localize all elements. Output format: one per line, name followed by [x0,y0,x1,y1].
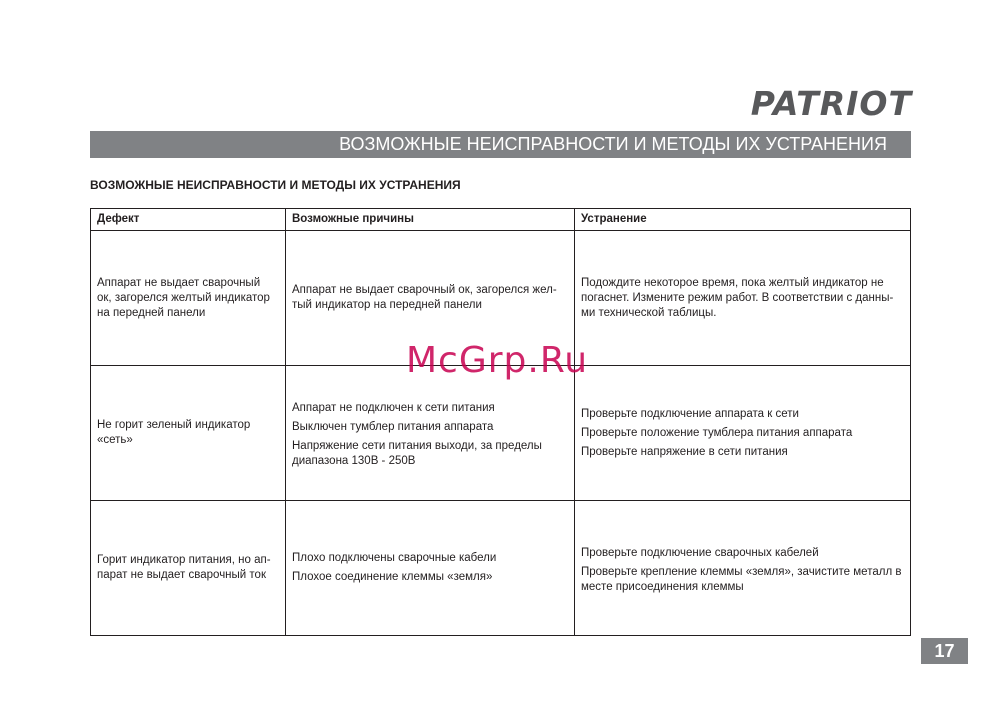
defect-text: Аппарат не выдает сварочный [97,276,261,289]
cause-text: тый индикатор на передней панели [292,299,482,311]
banner-title: ВОЗМОЖНЫЕ НЕИСПРАВНОСТИ И МЕТОДЫ ИХ УСТРАНЕНИЯ [339,134,887,154]
defect-text: Горит индикатор питания, но ап- [97,554,271,566]
defect-text: парат не выдает сварочный ток [97,569,266,581]
remedy-text: Проверьте положение тумблера питания аппарата [581,426,853,439]
causes-cell [286,366,575,501]
header-causes: Возможные причины [286,209,575,231]
remedy-text: ми технической таблицы. [581,306,717,319]
cause-text: Аппарат не подключен к сети питания [292,402,495,414]
cause-text: Выключен тумблер питания аппарата [292,421,494,433]
watermark: McGrp.Ru [406,340,589,381]
troubleshooting-table [90,208,911,636]
cause-text: Напряжение сети питания выходи, за пределы [292,440,542,452]
remedy-cell [575,231,911,366]
defect-cell [91,501,286,636]
page-number: 17 [921,638,968,664]
header-banner [90,131,911,158]
header-defect: Дефект [91,209,286,231]
remedy-text: Подождите некоторое время, пока желтый индикатор не [581,276,884,289]
defect-cell [91,366,286,501]
section-title: ВОЗМОЖНЫЕ НЕИСПРАВНОСТИ И МЕТОДЫ ИХ УСТРАНЕНИЯ [90,178,461,192]
table-row [91,501,911,636]
cause-text: Аппарат не выдает сварочный ок, загорелся жел- [292,284,557,296]
table-row [91,366,911,501]
header-remedy: Устранение [575,209,911,231]
remedy-cell [575,366,911,501]
remedy-text: Проверьте крепление клеммы «земля», зачистите металл в [581,565,902,578]
table-header-row [91,209,911,231]
defect-text: на передней панели [97,306,206,319]
remedy-cell [575,501,911,636]
defect-cell [91,231,286,366]
defect-text: «сеть» [97,434,133,446]
cause-text: Плохо подключены сварочные кабели [292,552,497,564]
defect-text: Не горит зеленый индикатор [97,419,251,431]
remedy-text: погаснет. Измените режим работ. В соответствии с данны- [581,291,894,304]
remedy-text: Проверьте подключение сварочных кабелей [581,546,819,559]
causes-cell [286,501,575,636]
remedy-text: Проверьте напряжение в сети питания [581,445,788,458]
defect-text: ок, загорелся желтый индикатор [97,291,270,304]
cause-text: диапазона 130В - 250В [292,455,416,467]
remedy-text: Проверьте подключение аппарата к сети [581,407,799,420]
cause-text: Плохое соединение клеммы «земля» [292,571,493,583]
remedy-text: месте присоединения клеммы [581,580,744,593]
patriot-logo: PATRIOT [750,84,912,123]
